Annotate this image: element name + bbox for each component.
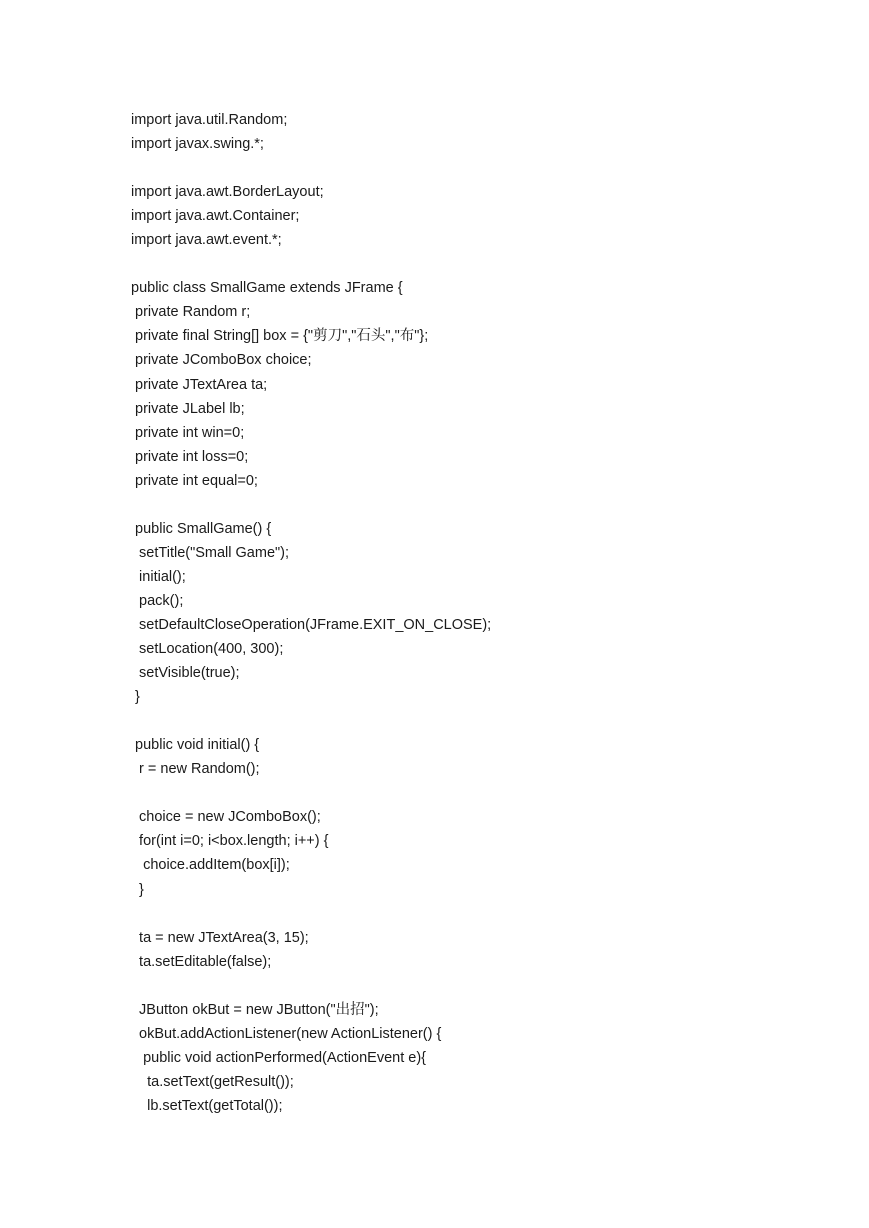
code-line: setTitle("Small Game"); bbox=[131, 544, 290, 561]
code-line bbox=[131, 902, 831, 926]
code-line bbox=[131, 974, 831, 998]
code-line: ta.setEditable(false); bbox=[131, 953, 272, 970]
code-line: private int win=0; bbox=[131, 424, 245, 441]
code-line: setVisible(true); bbox=[131, 665, 240, 682]
code-line: choice.addItem(box[i]); bbox=[131, 857, 290, 874]
code-line: public void initial() { bbox=[131, 737, 260, 754]
code-line: ta.setText(getResult()); bbox=[131, 1073, 294, 1090]
code-line: import java.awt.BorderLayout; bbox=[131, 184, 324, 201]
code-line: for(int i=0; i<box.length; i++) { bbox=[131, 833, 329, 850]
code-line: JButton okBut = new JButton("出招"); bbox=[131, 1001, 379, 1018]
code-line bbox=[131, 781, 831, 805]
code-line bbox=[131, 156, 831, 180]
code-line: import java.awt.event.*; bbox=[131, 232, 282, 249]
code-line: r = new Random(); bbox=[131, 761, 260, 778]
code-line: setLocation(400, 300); bbox=[131, 641, 284, 658]
code-line: private JComboBox choice; bbox=[131, 352, 312, 369]
code-line: } bbox=[131, 881, 144, 898]
code-line bbox=[131, 709, 831, 733]
code-line: public SmallGame() { bbox=[131, 520, 272, 537]
code-line: import javax.swing.*; bbox=[131, 136, 264, 153]
code-line: ta = new JTextArea(3, 15); bbox=[131, 929, 309, 946]
code-line: pack(); bbox=[131, 592, 184, 609]
code-line: public void actionPerformed(ActionEvent e){ bbox=[131, 1049, 426, 1066]
code-line: private int loss=0; bbox=[131, 448, 249, 465]
code-line: public class SmallGame extends JFrame { bbox=[131, 280, 403, 297]
code-line: private int equal=0; bbox=[131, 472, 258, 489]
code-line: import java.awt.Container; bbox=[131, 208, 300, 225]
code-line: private JLabel lb; bbox=[131, 400, 245, 417]
code-line: initial(); bbox=[131, 568, 186, 585]
code-line: private JTextArea ta; bbox=[131, 376, 268, 393]
code-line: lb.setText(getTotal()); bbox=[131, 1097, 283, 1114]
code-line: okBut.addActionListener(new ActionListener() { bbox=[131, 1025, 442, 1042]
code-line: choice = new JComboBox(); bbox=[131, 809, 321, 826]
code-line bbox=[131, 493, 831, 517]
code-line: } bbox=[131, 689, 140, 706]
code-listing bbox=[131, 108, 831, 1118]
code-line: import java.util.Random; bbox=[131, 112, 288, 128]
code-line: setDefaultCloseOperation(JFrame.EXIT_ON_CLOSE); bbox=[131, 616, 492, 633]
code-line: private Random r; bbox=[131, 304, 251, 321]
code-line: private final String[] box = {"剪刀","石头","布"}; bbox=[131, 328, 429, 345]
code-line bbox=[131, 252, 831, 276]
